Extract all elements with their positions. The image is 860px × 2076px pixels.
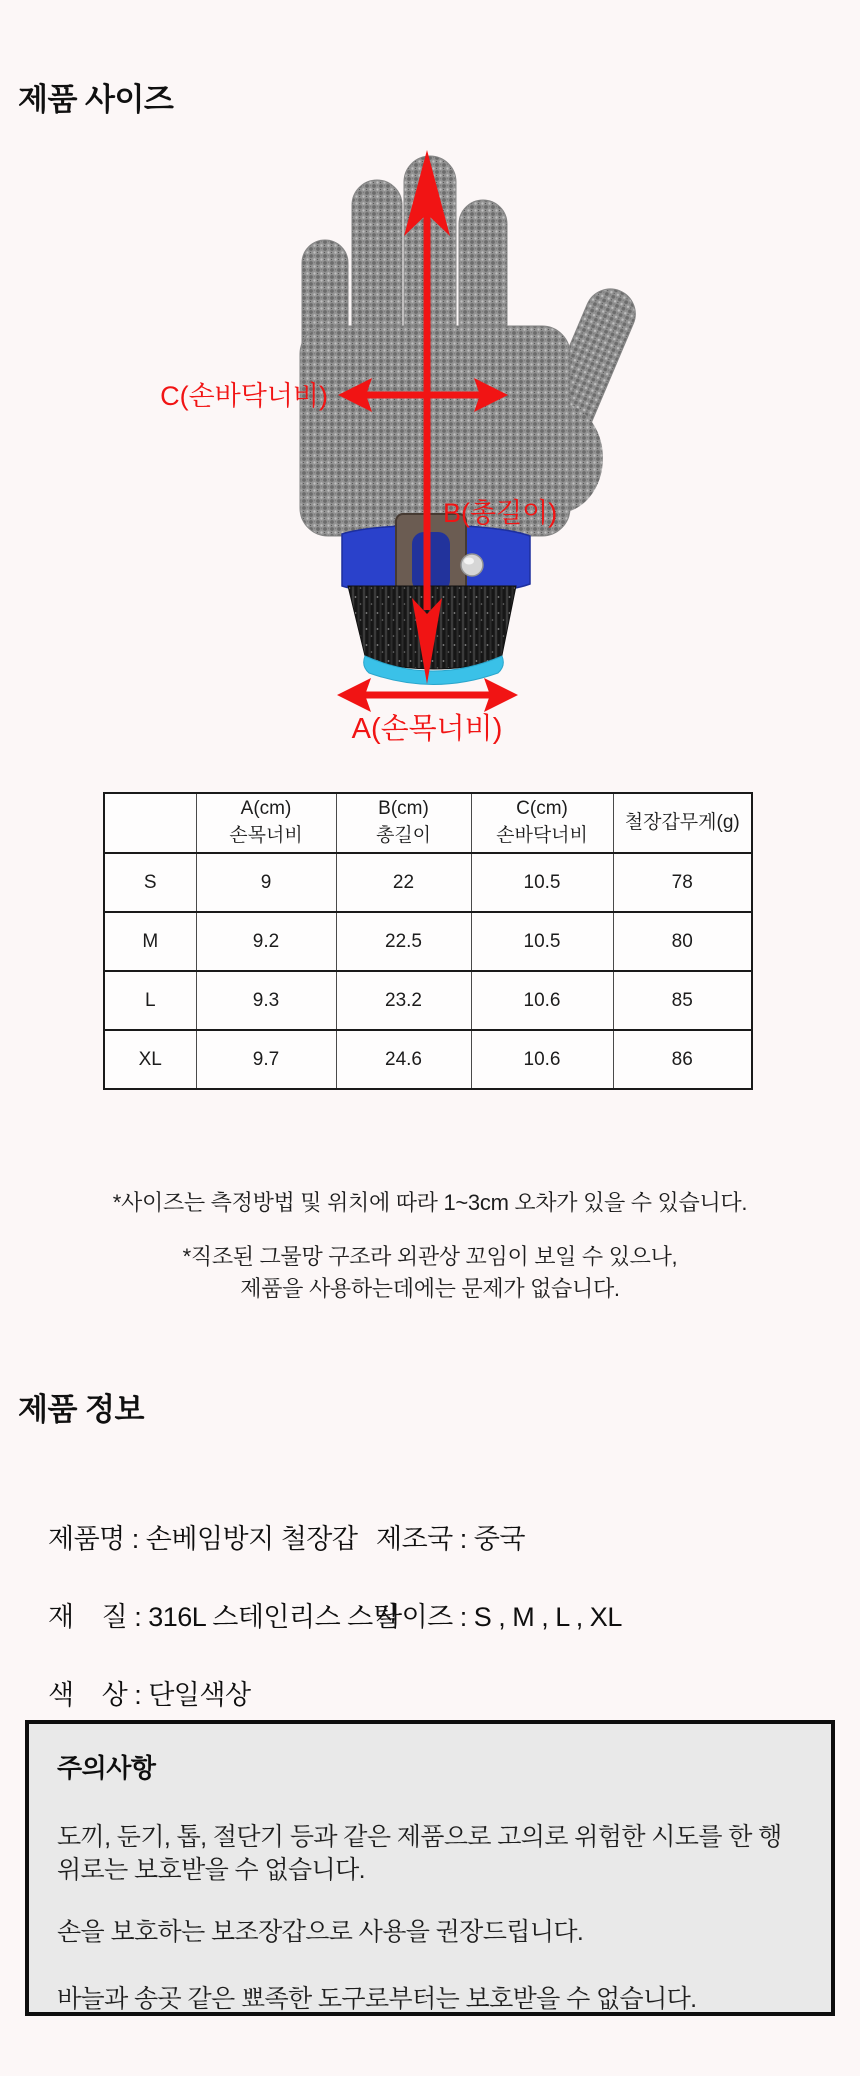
cell-w: 85 — [613, 971, 752, 1030]
cell-size: M — [104, 912, 196, 971]
cell-a: 9.7 — [196, 1030, 336, 1089]
info-field-color: 색 상 : 단일색상 — [48, 1680, 251, 1710]
note-mesh-structure: *직조된 그물망 구조라 외관상 꼬임이 보일 수 있으나, 제품을 사용하는데에는 문제가 없습니다. — [182, 1244, 678, 1301]
buckle-hole — [412, 532, 450, 592]
label-a: A(손목너비) — [351, 713, 503, 745]
size-table — [103, 792, 753, 1090]
table-row-xl — [104, 1030, 752, 1089]
snap-button — [461, 554, 483, 576]
cell-c: 10.6 — [471, 971, 613, 1030]
label-c: C(손바닥너비) — [160, 381, 328, 411]
cell-b: 23.2 — [336, 971, 471, 1030]
cell-a: 9.2 — [196, 912, 336, 971]
cell-w: 80 — [613, 912, 752, 971]
header-b: B(cm) 총길이 — [336, 793, 471, 853]
cell-c: 10.6 — [471, 1030, 613, 1089]
table-row-m — [104, 912, 752, 971]
table-row-s — [104, 853, 752, 912]
cell-size: S — [104, 853, 196, 912]
info-field-country: 제조국 : 중국 — [376, 1524, 525, 1554]
caution-box — [25, 1720, 835, 2016]
header-size — [104, 793, 196, 853]
cell-c: 10.5 — [471, 853, 613, 912]
info-field-product-name: 제품명 : 손베임방지 철장갑 — [48, 1524, 358, 1554]
caution-paragraph-intentional-danger: 도끼, 둔기, 톱, 절단기 등과 같은 제품으로 고의로 위험한 시도를 한 행위로는 보호받을 수 없습니다. — [57, 1823, 782, 1884]
cell-b: 22 — [336, 853, 471, 912]
mesh-glove — [300, 156, 643, 536]
cell-size: L — [104, 971, 196, 1030]
table-header-row — [104, 793, 752, 853]
cell-w: 86 — [613, 1030, 752, 1089]
glove-svg — [120, 128, 660, 768]
glove-illustration — [120, 128, 660, 768]
header-c: C(cm) 손바닥너비 — [471, 793, 613, 853]
header-a: A(cm) 손목너비 — [196, 793, 336, 853]
cell-a: 9 — [196, 853, 336, 912]
note-measure-tolerance: *사이즈는 측정방법 및 위치에 따라 1~3cm 오차가 있을 수 있습니다. — [112, 1190, 748, 1215]
cell-c: 10.5 — [471, 912, 613, 971]
caution-title: 주의사항 — [57, 1753, 156, 1783]
header-weight: 철장갑무게(g) — [613, 793, 752, 853]
size-section-title: 제품 사이즈 — [18, 82, 174, 117]
caution-paragraph-auxiliary-glove: 손을 보호하는 보조장갑으로 사용을 권장드립니다. — [57, 1918, 584, 1946]
label-b: B(총길이) — [443, 498, 558, 528]
cell-w: 78 — [613, 853, 752, 912]
caution-paragraph-sharp-tools: 바늘과 송곳 같은 뾰족한 도구로부터는 보호받을 수 없습니다. — [57, 1984, 697, 2013]
table-row-l — [104, 971, 752, 1030]
info-section-title: 제품 정보 — [18, 1392, 144, 1427]
cell-a: 9.3 — [196, 971, 336, 1030]
cell-b: 24.6 — [336, 1030, 471, 1089]
cell-b: 22.5 — [336, 912, 471, 971]
cell-size: XL — [104, 1030, 196, 1089]
info-field-material: 재 질 : 316L 스테인리스 스틸 — [48, 1602, 399, 1632]
size-notes — [0, 1186, 860, 1305]
info-field-sizes: 사이즈 : S , M , L , XL — [376, 1602, 622, 1632]
